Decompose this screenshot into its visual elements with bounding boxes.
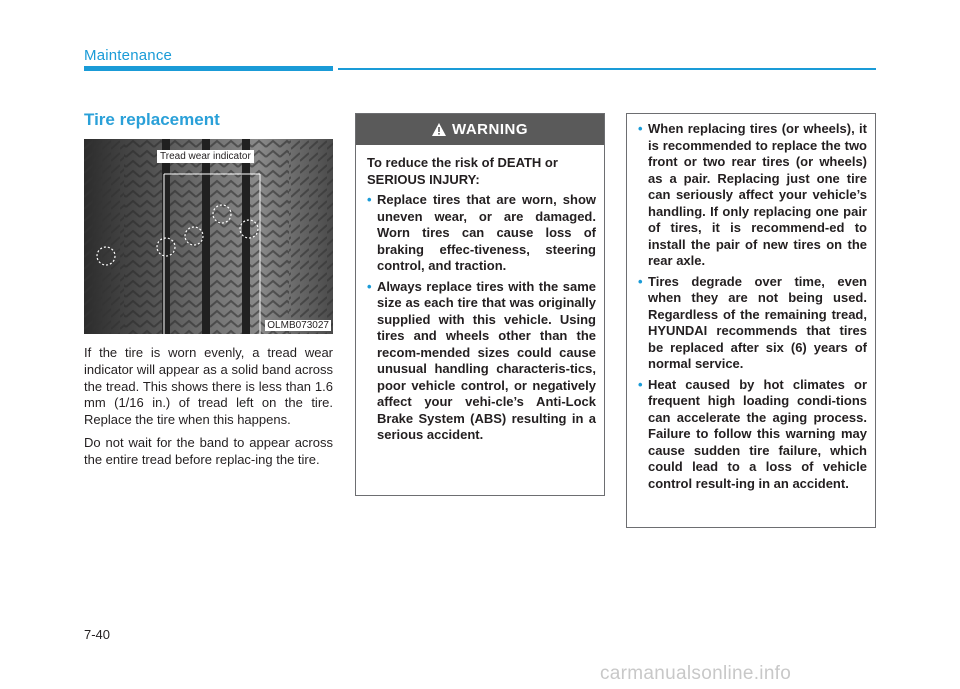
warning-item <box>638 274 867 373</box>
body-text <box>84 345 333 475</box>
body-paragraph: If the tire is worn evenly, a tread wear indicator will appear as a solid band across the tread. This shows there is less than 1.6 mm (1/16 in.) of tread left on the tire. Replace the tire when this happens. <box>84 345 333 428</box>
bullet-icon: • <box>367 192 372 207</box>
warning-intro: To reduce the risk of DEATH or SERIOUS INJURY: <box>367 155 558 187</box>
warning-item-text: Replace tires that are worn, show uneven wear, or are damaged. Worn tires can cause loss of braking effec-tiveness, steering control, and traction. <box>377 192 596 273</box>
warning-item-text: When replacing tires (or wheels), it is recommended to replace the two front or two rear tires (or wheels) as a pair. Replacing just one tire can seriously affect your vehicle’s handling. If only replacing one pair of tires, it is recommend-ed to install the pair of new tires on the rear axle. <box>648 121 867 268</box>
bullet-icon: • <box>638 376 643 392</box>
warning-item <box>638 121 867 270</box>
warning-item-text: Always replace tires with the same size as each tire that was originally supplied with this vehicle. Using tires and wheels other than the recom-mended sizes could cause unusual handling characteris-tics, poor vehicle control, or negatively affect your vehi-cle’s Anti-Lock Brake System (ABS) resulting in a serious accident. <box>377 278 596 442</box>
warning-continued-content <box>627 114 875 492</box>
warning-item-text: Tires degrade over time, even when they are not being used. Regardless of the remaining tread, HYUNDAI recommends that tires be replaced after six (6) years of normal service. <box>648 273 867 371</box>
warning-item-text: Heat caused by hot climates or frequent high loading condi-tions can accelerate the aging process. Failure to follow this warning may cause sudden tire failure, which could lead to a loss of vehicle control result-ing in an accident. <box>648 376 867 491</box>
page-title: Tire replacement <box>84 110 220 129</box>
warning-triangle-icon <box>432 123 446 136</box>
watermark: carmanualsonline.info <box>600 663 792 684</box>
warning-continued-list <box>638 121 867 492</box>
warning-content <box>356 145 604 444</box>
bullet-icon: • <box>367 278 372 294</box>
body-paragraph: Do not wait for the band to appear across the entire tread before replac-ing the tire. <box>84 434 333 467</box>
tire-tread-illustration <box>84 139 333 334</box>
figure-callout-label: Tread wear indicator <box>157 150 254 163</box>
bullet-icon: • <box>638 121 643 136</box>
warning-list <box>367 192 596 444</box>
tire-figure <box>84 139 333 334</box>
section-label: Maintenance <box>84 47 173 64</box>
warning-box <box>355 113 605 496</box>
warning-item <box>367 192 596 275</box>
warning-title: WARNING <box>452 121 528 138</box>
warning-item <box>367 279 596 444</box>
warning-header <box>356 114 604 145</box>
page-number: 7-40 <box>84 627 111 642</box>
figure-code: OLMB073027 <box>267 320 329 331</box>
header-rule-thin <box>338 68 876 70</box>
warning-continued-box <box>626 113 876 528</box>
bullet-icon: • <box>638 273 643 289</box>
header-rule-thick <box>84 66 333 71</box>
warning-item <box>638 377 867 493</box>
